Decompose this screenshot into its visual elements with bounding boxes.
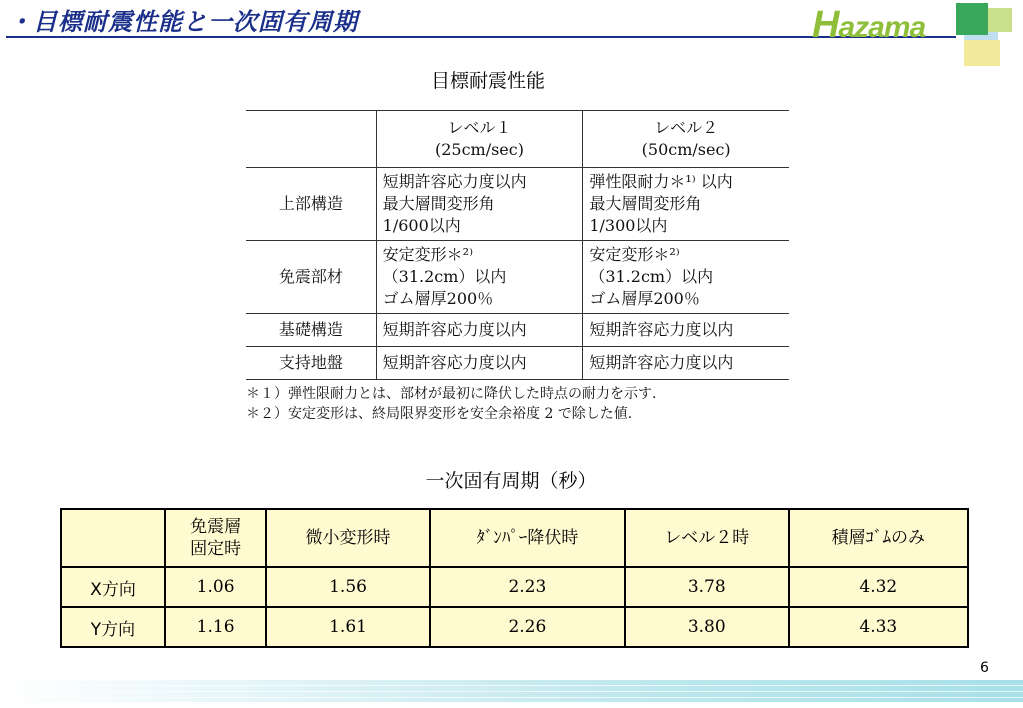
perf-cell-level1: 短期許容応力度以内 最大層間変形角 1/600以内 [376, 168, 583, 241]
period-row-label: X方向 [61, 567, 165, 607]
perf-cell-level2: 短期許容応力度以内 [583, 347, 789, 380]
perf-note-1: ＊１）弾性限耐力とは、部材が最初に降伏した時点の耐力を示す. [246, 386, 657, 402]
footer-gradient-band [0, 680, 1023, 702]
perf-header-level1: レベル１ (25cm/sec) [376, 111, 583, 168]
footer-stripe [0, 691, 1023, 692]
perf-row-foundation [246, 314, 789, 347]
page-number: 6 [980, 660, 989, 676]
perf-header-level2: レベル２ (50cm/sec) [583, 111, 789, 168]
period-header-rubber-only: 積層ｺﾞﾑのみ [789, 509, 968, 567]
period-header-corner [61, 509, 165, 567]
period-value: 1.61 [266, 607, 430, 647]
logo-initial: H [812, 4, 839, 46]
perf-cell-level2: 弾性限耐力＊¹⁾ 以内 最大層間変形角 1/300以内 [583, 168, 789, 241]
period-value: 1.16 [165, 607, 266, 647]
perf-cell-level1: 短期許容応力度以内 [376, 347, 583, 380]
period-header-small-deformation: 微小変形時 [266, 509, 430, 567]
period-value: 4.32 [789, 567, 968, 607]
natural-period-title: 一次固有周期（秒） [425, 470, 597, 492]
target-performance-table [246, 110, 789, 380]
period-row-y [61, 607, 968, 647]
perf-row-isolator [246, 241, 789, 314]
decor-square-green [956, 3, 988, 35]
slide-title: ・目標耐震性能と一次固有周期 [8, 8, 358, 36]
perf-row-label: 上部構造 [246, 168, 376, 241]
period-row-x [61, 567, 968, 607]
perf-notes [246, 384, 789, 424]
period-value: 3.80 [625, 607, 789, 647]
perf-cell-level1: 安定変形＊²⁾ （31.2cm）以内 ゴム層厚200％ [376, 241, 583, 314]
period-value: 3.78 [625, 567, 789, 607]
perf-row-label: 免震部材 [246, 241, 376, 314]
period-value: 1.06 [165, 567, 266, 607]
hazama-logo [812, 4, 925, 47]
footer-stripe [0, 685, 1023, 686]
period-header-level2: レベル２時 [625, 509, 789, 567]
target-performance-title: 目標耐震性能 [430, 70, 545, 92]
period-value: 4.33 [789, 607, 968, 647]
period-header-fixed: 免震層 固定時 [165, 509, 266, 567]
perf-cell-level1: 短期許容応力度以内 [376, 314, 583, 347]
footer-stripe [0, 697, 1023, 698]
perf-note-2: ＊２）安定変形は、終局限界変形を安全余裕度 2 で除した値. [246, 406, 633, 422]
perf-row-label: 支持地盤 [246, 347, 376, 380]
period-value: 2.23 [430, 567, 625, 607]
period-header-damper-yield: ﾀﾞﾝﾊﾟｰ降伏時 [430, 509, 625, 567]
logo-rest: azama [838, 11, 926, 44]
perf-row-ground [246, 347, 789, 380]
decor-square-yellow [964, 40, 1000, 66]
period-row-label: Y方向 [61, 607, 165, 647]
perf-row-label: 基礎構造 [246, 314, 376, 347]
natural-period-table [60, 508, 969, 648]
period-header-row [61, 509, 968, 567]
period-value: 1.56 [266, 567, 430, 607]
perf-row-superstructure [246, 168, 789, 241]
perf-cell-level2: 短期許容応力度以内 [583, 314, 789, 347]
perf-header-corner [246, 111, 376, 168]
decor-square-lime [988, 8, 1012, 32]
perf-cell-level2: 安定変形＊²⁾ （31.2cm）以内 ゴム層厚200％ [583, 241, 789, 314]
target-performance-table-image [246, 110, 789, 424]
period-value: 2.26 [430, 607, 625, 647]
